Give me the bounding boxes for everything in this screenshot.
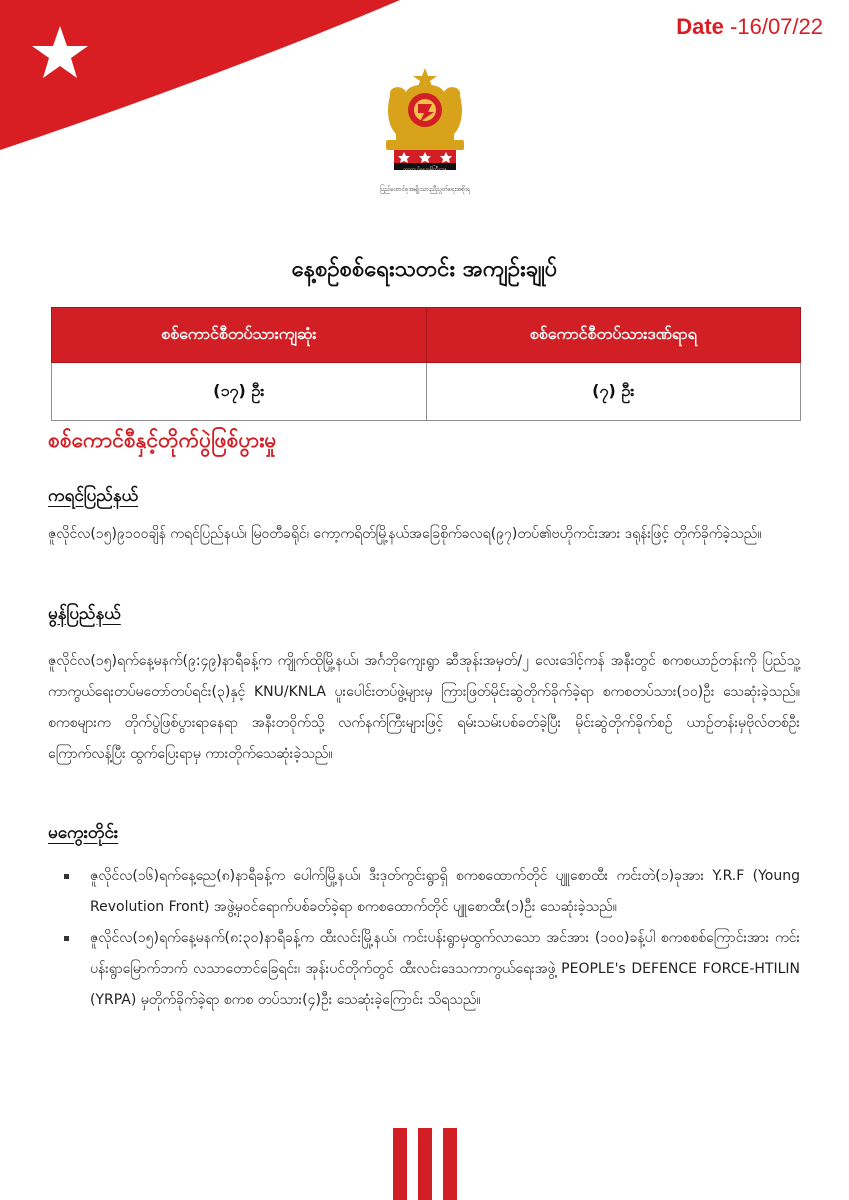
wounded-count: (၇) ဦး [426, 363, 801, 421]
table-header-row [52, 308, 801, 363]
region-heading-karen: ကရင်ပြည်နယ် [48, 486, 139, 506]
date-value: -16/07/22 [730, 14, 823, 39]
casualty-table [51, 307, 801, 421]
wounded-header: စစ်ကောင်စီတပ်သားဒဏ်ရာရ [426, 308, 801, 363]
list-item-text: ဇူလိုင်လ(၁၆)ရက်နေ့ညေ(၈)နာရီခန့်က ပေါက်မြို့နယ်၊ ဒီးဒုတ်ကွင်းရွာရှိ စကစထောက်တိုင် ပျူစောထီး ကင်းတဲ(၁)ခုအား Y.R.F (Young Revolution Front) အဖွဲ့မှဝင်ရောက်ပစ်ခတ်ခဲ့ရာ စကစထောက်တိုင် ပျူစောထီး(၁)ဦး သေဆုံးခဲ့သည်။ [90, 868, 800, 915]
report-date [676, 14, 823, 40]
list-item [48, 861, 800, 923]
region-heading-mon: မွန်ပြည်နယ် [48, 604, 121, 624]
region-heading-magway: မကွေးတိုင်း [48, 823, 119, 843]
region-bullets-magway [48, 861, 800, 1016]
list-item [48, 923, 800, 1016]
date-label: Date [676, 14, 724, 39]
section-heading: စစ်ကောင်စီနှင့်တိုက်ပွဲဖြစ်ပွားမှု [48, 428, 277, 452]
bullet-icon [64, 874, 69, 879]
bullet-icon [64, 936, 69, 941]
footer-bars [393, 1128, 457, 1200]
table-row [52, 363, 801, 421]
region-paragraph-karen: ဇူလိုင်လ(၁၅)၉၁၀၀ချိန် ကရင်ပြည်နယ်၊ မြဝတီခရိုင်၊ ကော့ကရိတ်မြို့နယ်အခြေစိုက်ခလရ(၉၇)တပ်၏ဗဟိုကင်းအား ဒရုန်းဖြင့် တိုက်ခိုက်ခဲ့သည်။ [48, 526, 762, 542]
emblem-caption: ပြည်ထောင်စုအမျိုးသားညီညွတ်ရေးအစိုးရ [379, 186, 471, 193]
list-item-text: ဇူလိုင်လ(၁၅)ရက်နေ့မနက်(၈:၃၀)နာရီခန့်က ထီးလင်းမြို့နယ်၊ ကင်းပန်းရွာမှထွက်လာသော အင်အား (၁၀၀)ခန့်ပါ စကစစစ်ကြောင်းအား ကင်းပန်းရွာမြောက်ဘက် လသာတောင်ခြေရင်း၊ အုန်းပင်တိုက်တွင် ထီးလင်းဒေသကာကွယ်ရေးအဖွဲ့ PEOPLE's DEFENCE FORCE-HTILIN (YRPA) မှတိုက်ခိုက်ခဲ့ရာ စကစ တပ်သား(၄)ဦး သေဆုံးခဲ့ကြောင်း သိရသည်။ [90, 930, 800, 1008]
region-paragraph-mon: ဇူလိုင်လ(၁၅)ရက်နေ့မနက်(၉:၄၉)နာရီခန့်က ကျိုက်ထိုမြို့နယ်၊ အင်္ဂဘိုကျေးရွာ ဆီအုန်းအမှတ်/၂ လေးဒေါင့်ကန် အနီးတွင် စကစယာဉ်တန်းကို ပြည်သူ့ကာကွယ်ရေးတပ်မတော်တပ်ရင်း(၃)နှင့် KNU/KNLA ပူးပေါင်းတပ်ဖွဲ့များမှ ကြားဖြတ်မိုင်းဆွဲတိုက်ခိုက်ခဲ့ရာ စကစတပ်သား(၁၀)ဦး သေဆုံးခဲ့သည်။ စကစများက တိုက်ပွဲဖြစ်ပွားရာနေရာ အနီးတဝိုက်သို့ လက်နက်ကြီးများဖြင့် ရမ်းသမ်းပစ်ခတ်ခဲ့ပြီး မိုင်းဆွဲတိုက်ခိုက်စဉ် ယာဉ်တန်းမှဗိုလ်တစ်ဦး ကြောက်လန့်ပြီး ထွက်ပြေးရာမှ ကားတိုက်သေဆုံးခဲ့သည်။ [48, 653, 800, 762]
report-title: နေ့စဉ်စစ်ရေးသတင်း အကျဉ်းချုပ် [291, 257, 558, 282]
killed-count: (၁၇) ဦး [52, 363, 427, 421]
killed-header: စစ်ကောင်စီတပ်သားကျဆုံး [52, 308, 427, 363]
emblem-ribbon-text: ကာကွယ်ရေးဝန်ကြီးဌာန [403, 167, 447, 173]
